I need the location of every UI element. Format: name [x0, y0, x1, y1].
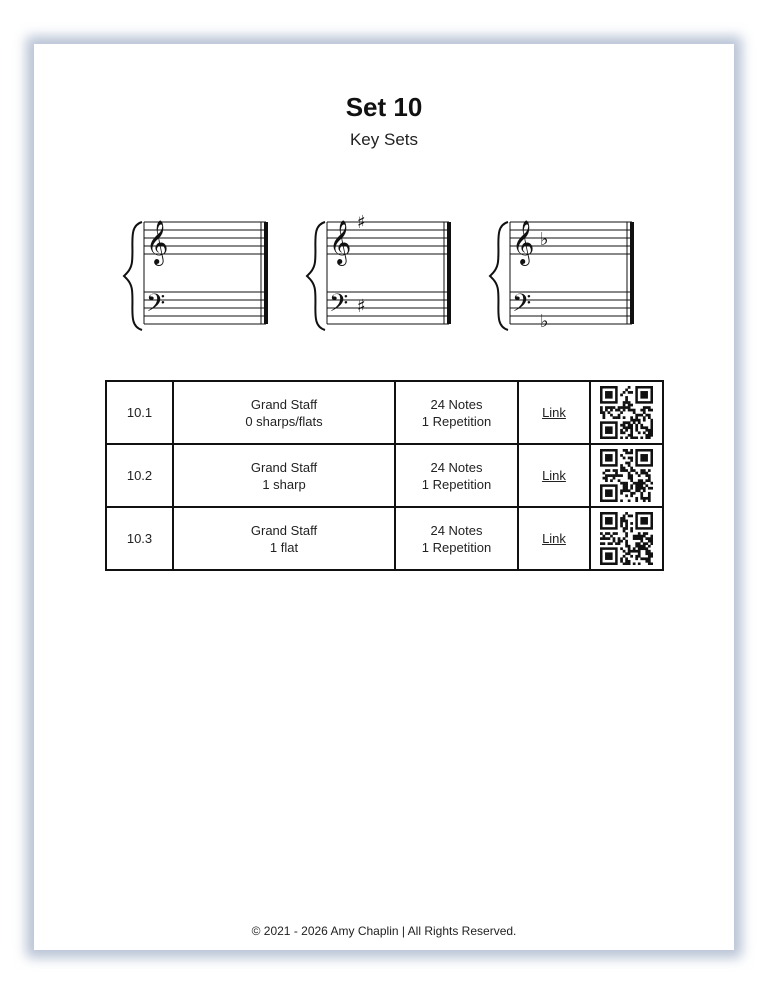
table-row — [106, 507, 663, 570]
sharp-icon: ♯ — [357, 212, 366, 233]
grand-staff-2 — [307, 212, 451, 330]
key-signature: 1 flat — [269, 539, 299, 555]
staff-type: Grand Staff — [250, 396, 318, 412]
qr-cell — [590, 507, 663, 570]
note-count: 24 Notes — [430, 522, 483, 538]
table-row — [106, 444, 663, 507]
set-description — [173, 444, 395, 507]
qr-code-icon[interactable] — [600, 449, 653, 502]
table-row — [106, 381, 663, 444]
key-signature: 1 sharp — [262, 476, 306, 492]
qr-cell — [590, 381, 663, 444]
note-count: 24 Notes — [430, 459, 483, 475]
set-description — [173, 507, 395, 570]
bass-clef-icon: 𝄢 — [146, 289, 166, 324]
worksheet-page — [34, 44, 734, 950]
bass-clef-icon: 𝄢 — [512, 289, 532, 324]
grand-staff-3 — [490, 220, 634, 332]
repetitions: 1 Repetition — [421, 539, 492, 555]
staves-illustration — [34, 44, 734, 344]
copyright-footer: © 2021 - 2026 Amy Chaplin | All Rights Reserved. — [251, 924, 517, 938]
set-link[interactable]: Link — [542, 468, 566, 483]
staff-type: Grand Staff — [250, 522, 318, 538]
brace-icon — [124, 222, 142, 330]
treble-clef-icon: 𝄞 — [146, 220, 169, 264]
treble-clef-icon: 𝄞 — [329, 220, 352, 264]
staff-type: Grand Staff — [250, 459, 318, 475]
brace-icon — [490, 222, 508, 330]
qr-cell — [590, 444, 663, 507]
qr-code-icon[interactable] — [600, 386, 653, 439]
flat-icon: ♭ — [540, 229, 549, 250]
page-subtitle: Key Sets — [349, 130, 419, 149]
repetitions: 1 Repetition — [421, 413, 492, 429]
set-details — [395, 507, 518, 570]
set-id: 10.1 — [106, 381, 173, 444]
sharp-icon: ♯ — [357, 296, 366, 317]
flat-icon: ♭ — [540, 311, 549, 332]
set-details — [395, 381, 518, 444]
page-title: Set 10 — [345, 92, 423, 122]
set-description — [173, 381, 395, 444]
link-cell — [518, 381, 590, 444]
repetitions: 1 Repetition — [421, 476, 492, 492]
link-cell — [518, 444, 590, 507]
link-cell — [518, 507, 590, 570]
set-link[interactable]: Link — [542, 531, 566, 546]
set-id: 10.3 — [106, 507, 173, 570]
key-signature: 0 sharps/flats — [245, 413, 323, 429]
sets-table — [105, 380, 664, 571]
note-count: 24 Notes — [430, 396, 483, 412]
grand-staff-1 — [124, 220, 268, 330]
treble-clef-icon: 𝄞 — [512, 220, 535, 264]
set-id: 10.2 — [106, 444, 173, 507]
bass-clef-icon: 𝄢 — [329, 289, 349, 324]
qr-code-icon[interactable] — [600, 512, 653, 565]
brace-icon — [307, 222, 325, 330]
set-details — [395, 444, 518, 507]
set-link[interactable]: Link — [542, 405, 566, 420]
